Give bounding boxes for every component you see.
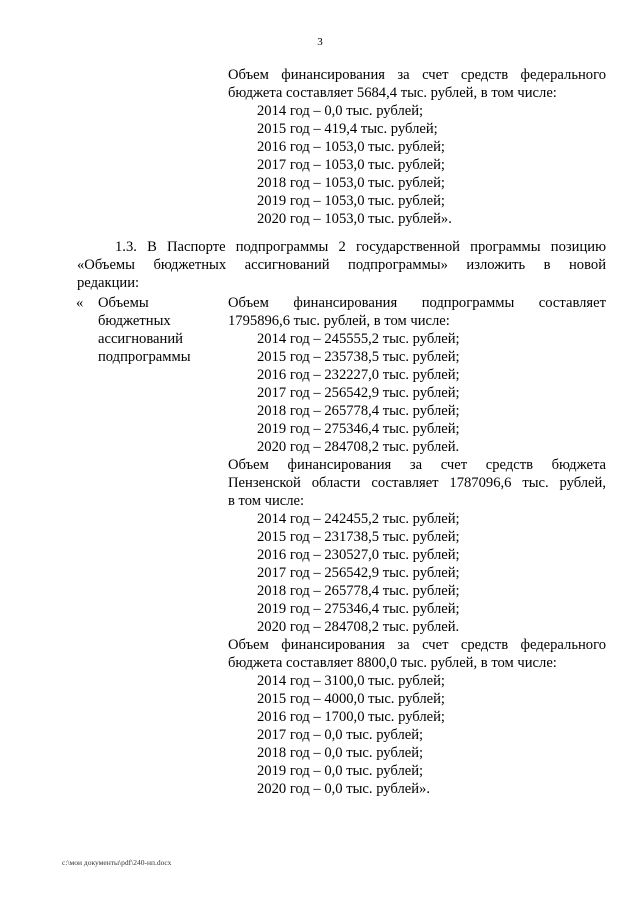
year-line: 2015 год – 4000,0 тыс. рублей; — [257, 691, 445, 707]
paragraph-line: редакции: — [77, 275, 140, 291]
paragraph-line: бюджета составляет 8800,0 тыс. рублей, в том числе: — [228, 655, 557, 671]
year-line: 2014 год – 3100,0 тыс. рублей; — [257, 673, 445, 689]
year-line: 2020 год – 284708,2 тыс. рублей. — [257, 439, 460, 455]
opening-quote: « — [76, 295, 84, 311]
file-path-footer: c:\мои документы\pdf\240-нп.docx — [62, 858, 172, 867]
paragraph-line: в том числе: — [228, 493, 305, 509]
section-1-3-paragraph — [77, 238, 606, 292]
paragraph-line: Объем финансирования за счет средств федерального — [228, 637, 606, 653]
year-line: 2017 год – 1053,0 тыс. рублей; — [257, 157, 445, 173]
row-label — [98, 294, 218, 366]
year-line: 2018 год – 0,0 тыс. рублей; — [257, 745, 424, 761]
year-line: 2018 год – 265778,4 тыс. рублей; — [257, 403, 460, 419]
year-line: 2017 год – 256542,9 тыс. рублей; — [257, 565, 460, 581]
year-line: 2016 год – 232227,0 тыс. рублей; — [257, 367, 460, 383]
paragraph-line: 1.3. В Паспорте подпрограммы 2 государственной программы позицию — [115, 239, 606, 255]
paragraph-line: Объем финансирования подпрограммы составляет — [228, 295, 606, 311]
year-line: 2019 год – 275346,4 тыс. рублей; — [257, 601, 460, 617]
year-line: 2016 год – 1053,0 тыс. рублей; — [257, 139, 445, 155]
year-line: 2015 год – 231738,5 тыс. рублей; — [257, 529, 460, 545]
year-line: 2018 год – 265778,4 тыс. рублей; — [257, 583, 460, 599]
year-line: 2016 год – 230527,0 тыс. рублей; — [257, 547, 460, 563]
year-line: 2016 год – 1700,0 тыс. рублей; — [257, 709, 445, 725]
year-line: 2015 год – 419,4 тыс. рублей; — [257, 121, 438, 137]
federal-funding-block-1 — [228, 66, 606, 228]
year-line: 2015 год – 235738,5 тыс. рублей; — [257, 349, 460, 365]
paragraph-line: Объем финансирования за счет средств федерального — [228, 67, 606, 83]
year-line: 2017 год – 256542,9 тыс. рублей; — [257, 385, 460, 401]
year-line: 2014 год – 242455,2 тыс. рублей; — [257, 511, 460, 527]
year-line: 2019 год – 0,0 тыс. рублей; — [257, 763, 424, 779]
paragraph-line: «Объемы бюджетных ассигнований подпрограммы» изложить в новой — [77, 257, 606, 273]
year-line: 2020 год – 1053,0 тыс. рублей». — [257, 211, 452, 227]
year-line: 2014 год – 0,0 тыс. рублей; — [257, 103, 424, 119]
year-line: 2017 год – 0,0 тыс. рублей; — [257, 727, 424, 743]
paragraph-line: бюджета составляет 5684,4 тыс. рублей, в том числе: — [228, 85, 557, 101]
label-line: бюджетных — [98, 313, 171, 329]
paragraph-line: Пензенской области составляет 1787096,6 тыс. рублей, — [228, 475, 606, 491]
label-line: подпрограммы — [98, 349, 191, 365]
funding-details — [228, 294, 606, 798]
label-line: Объемы — [98, 295, 149, 311]
year-line: 2020 год – 0,0 тыс. рублей». — [257, 781, 430, 797]
year-line: 2019 год – 1053,0 тыс. рублей; — [257, 193, 445, 209]
year-line: 2018 год – 1053,0 тыс. рублей; — [257, 175, 445, 191]
label-line: ассигнований — [98, 331, 183, 347]
year-line: 2014 год – 245555,2 тыс. рублей; — [257, 331, 460, 347]
paragraph-line: Объем финансирования за счет средств бюджета — [228, 457, 606, 473]
paragraph-line: 1795896,6 тыс. рублей, в том числе: — [228, 313, 450, 329]
year-line: 2020 год – 284708,2 тыс. рублей. — [257, 619, 460, 635]
year-line: 2019 год – 275346,4 тыс. рублей; — [257, 421, 460, 437]
page-number: 3 — [317, 36, 323, 48]
